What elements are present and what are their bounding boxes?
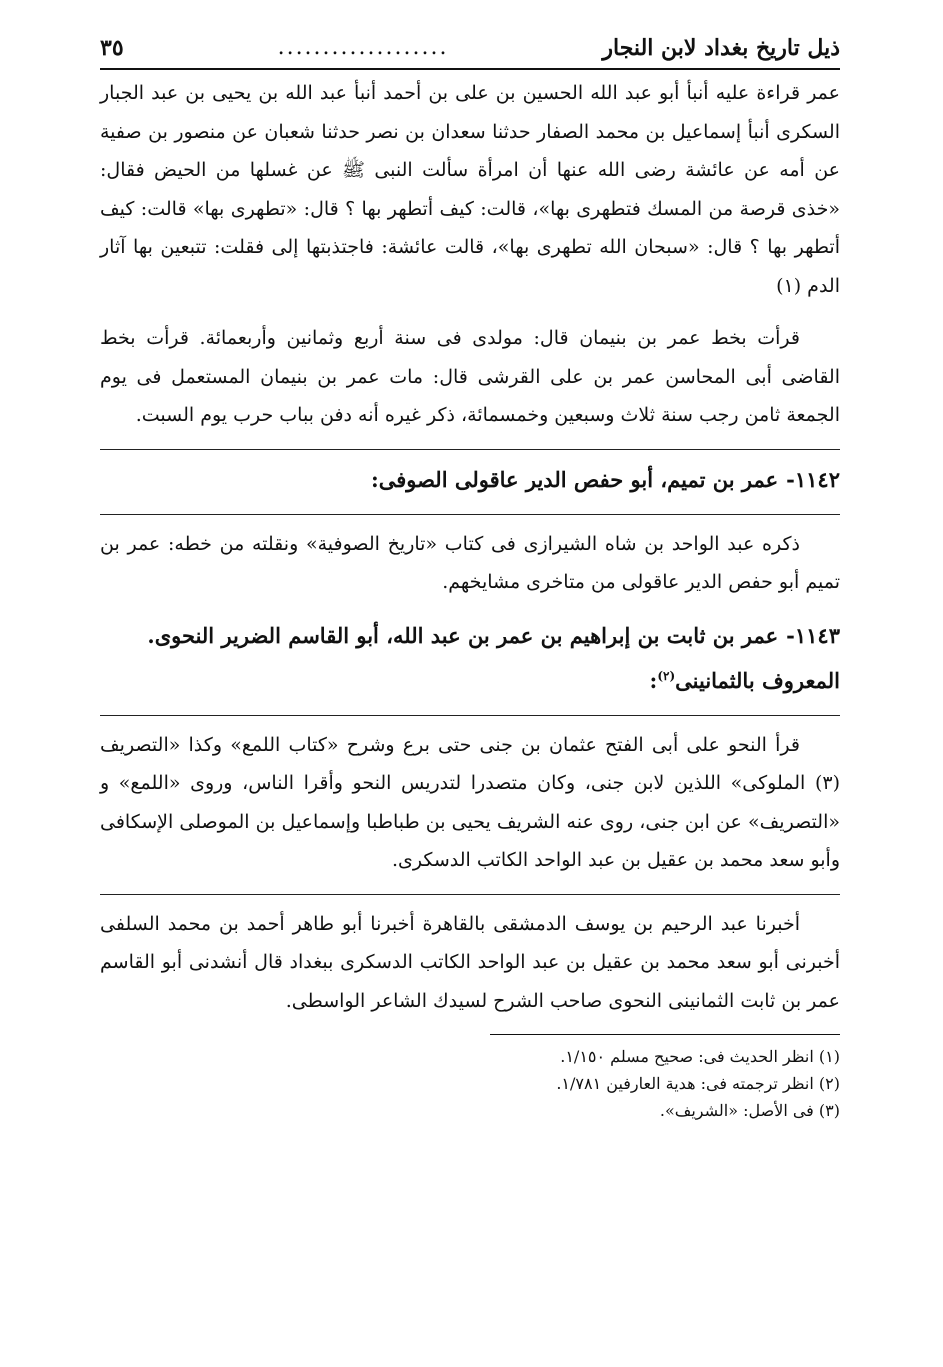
paragraph-entry-1143: قرأ النحو على أبى الفتح عثمان بن جنى حتى برع وشرح «كتاب اللمع» وكذا «التصريف (٣) الملوكى» اللذين لابن جنى، وكان متصدرا لتدريس النحو وأقرا الناس، وروى «اللمع» و «التصريف» عن ابن جنى، روى عنه الشريف يحيى بن طباطبا وإسماعيل بن الموصلى الإسكافى وأبو سعد محمد بن عقيل بن عبد الواحد الكاتب الدسكرى. — [100, 733, 840, 871]
paragraph-birth-death: قرأت بخط عمر بن بنيمان قال: مولدى فى سنة أربع وثمانين وأربعمائة. قرأت بخط القاضى أبى المحاسن عمر بن على القرشى قال: مات عمر بن بنيمان المستعمل فى يوم الجمعة ثامن رجب سنة ثلاث وسبعين وخمسمائة، ذكر غيره أنه دفن بباب حرب يوم السبت. — [100, 327, 840, 426]
entry-title-suffix: : — [649, 667, 658, 693]
section-divider — [100, 715, 840, 716]
entry-number: ١١٤٣- — [786, 622, 840, 648]
footnote-3: (٣) فى الأصل: «الشريف». — [659, 1101, 840, 1120]
page-number: ٣٥ — [100, 35, 124, 61]
footnote-1: (١) انظر الحديث فى: صحيح مسلم ١/١٥٠. — [560, 1047, 840, 1066]
header-leader-dots: ................... — [277, 35, 449, 60]
entry-title: عمر بن ثابت بن إبراهيم بن عمر بن عبد الله، أبو القاسم الضرير النحوى. المعروف بالثمانينى — [147, 622, 840, 693]
footnote-2: (٢) انظر ترجمته فى: هدية العارفين ١/٧٨١. — [556, 1074, 840, 1093]
entry-title: عمر بن تميم، أبو حفص الدير عاقولى الصوفى: — [370, 466, 779, 492]
entry-heading-1142 — [100, 460, 840, 500]
book-title: ذيل تاريخ بغداد لابن النجار — [602, 35, 840, 61]
section-divider — [100, 894, 840, 895]
running-header — [100, 30, 840, 66]
header-rule — [100, 68, 840, 70]
entry-heading-1143 — [100, 616, 840, 701]
footnote-ref: (٢) — [657, 668, 676, 683]
entry-number: ١١٤٢- — [786, 466, 840, 492]
section-divider — [100, 514, 840, 515]
section-divider — [100, 449, 840, 450]
paragraph-hadith: عمر قراءة عليه أنبأ أبو عبد الله الحسين بن على بن أحمد أنبأ عبد الله بن يحيى بن عبد الجبار السكرى أنبأ إسماعيل بن محمد الصفار حدثنا سعدان بن نصر حدثنا شعبان عن منصور بن صفية عن أمه عن عائشة رضى الله عنها أن امرأة سألت النبى ﷺ عن غسلها من الحيض فقال: «خذى قرصة من المسك فتطهرى بها»، قالت: كيف أتطهر بها ؟ قال: «تطهرى بها» قالت: كيف أتطهر بها ؟ قال: «سبحان الله تطهرى بها»، قالت عائشة: فاجتذبتها إلى فقلت: تتبعين بها آثار الدم (١) — [100, 82, 840, 297]
paragraph-entry-1142: ذكره عبد الواحد بن شاه الشيرازى فى كتاب «تاريخ الصوفية» ونقلته من خطه: عمر بن تميم أبو حفص الدير عاقولى من متاخرى مشايخهم. — [100, 532, 840, 593]
footnote-rule — [490, 1034, 840, 1035]
paragraph-isnad: أخبرنا عبد الرحيم بن يوسف الدمشقى بالقاهرة أخبرنا أبو طاهر أحمد بن محمد السلفى أخبرنى أبو سعد محمد بن عقيل بن عبد الواحد الكاتب الدسكرى ببغداد قال أنشدنى أبو القاسم عمر بن ثابت الثمانينى النحوى صاحب الشرح لسيدك الشاعر الواسطى. — [100, 912, 840, 1012]
document-page — [100, 30, 840, 1124]
